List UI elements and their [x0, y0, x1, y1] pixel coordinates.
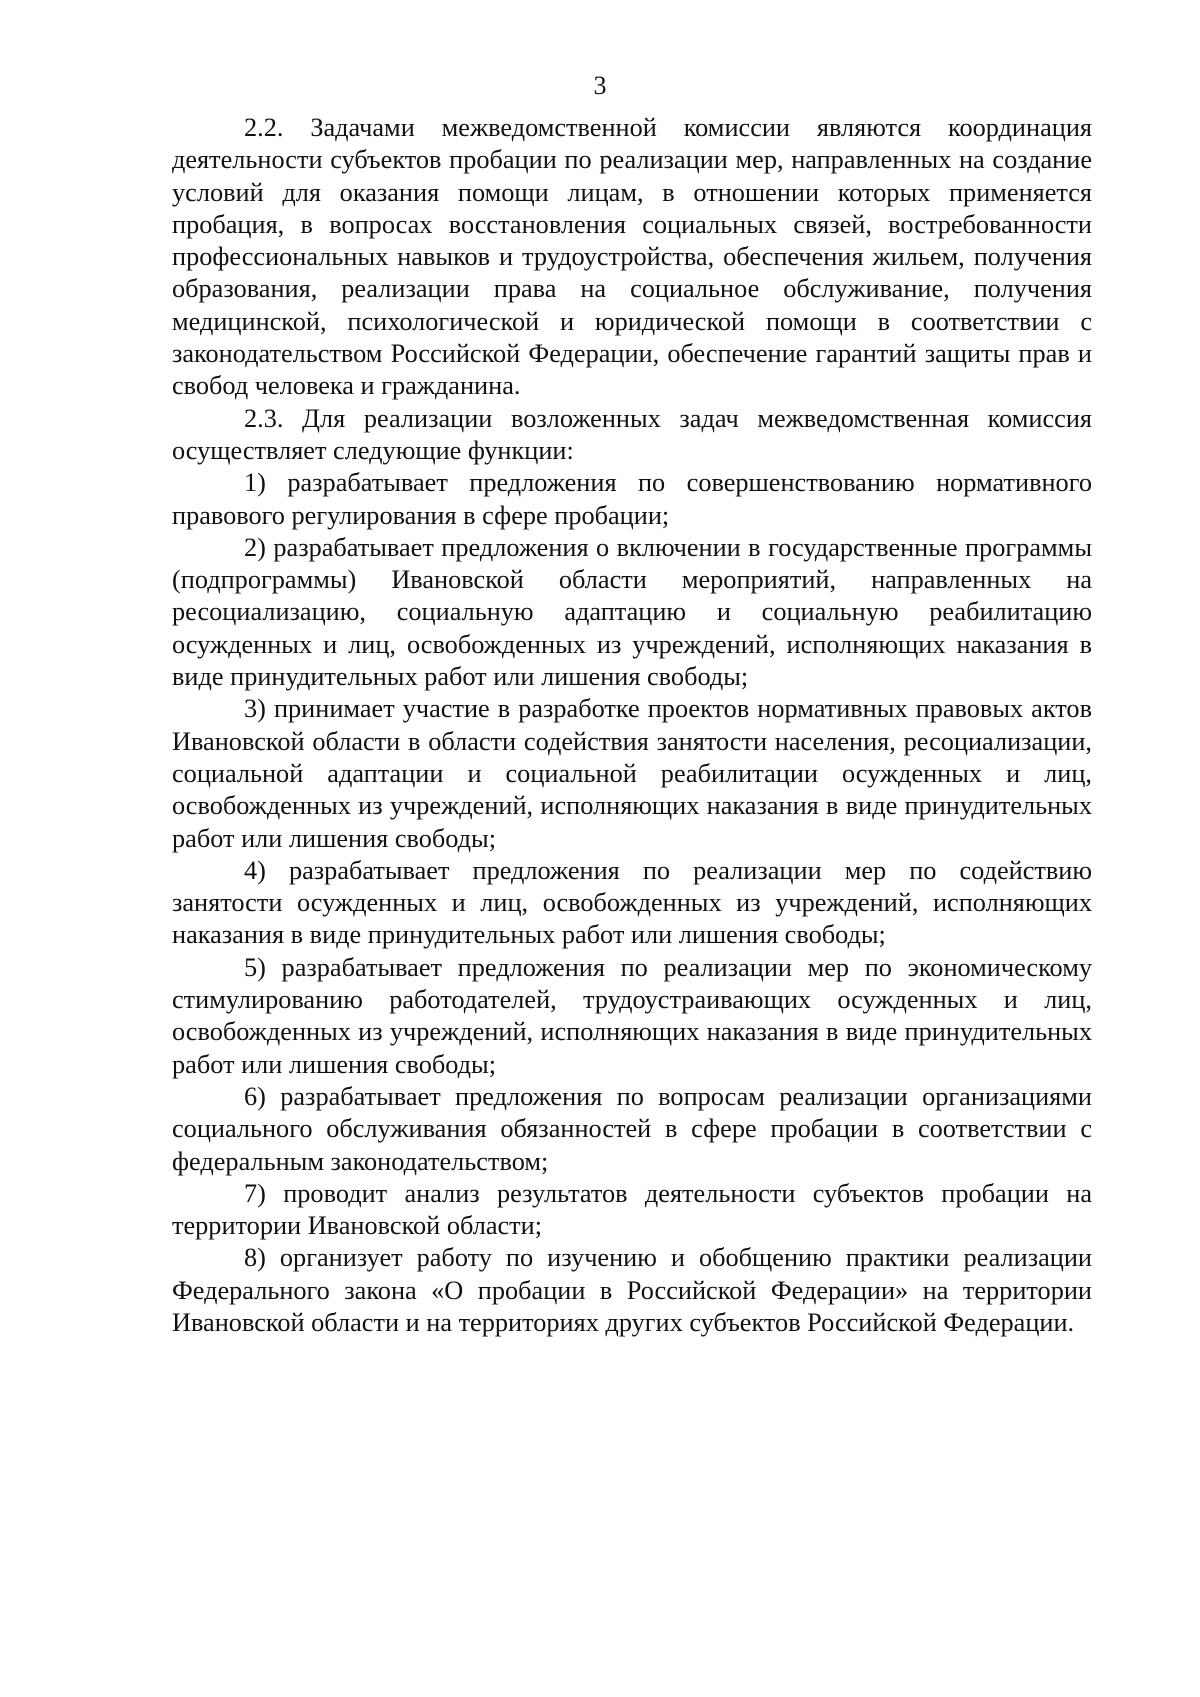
list-item-8: 8) организует работу по изучению и обобщению практики реализации Федерального закона «О пробации в Российской Федерации» на территории Ивановской области и на территориях других субъектов Российской Федерации.	[172, 1243, 1092, 1337]
list-item-4: 4) разрабатывает предложения по реализации мер по содействию занятости осужденных и лиц, освобожденных из учреждений, исполняющих наказания в виде принудительных работ или лишения свободы;	[172, 855, 1092, 950]
paragraph-2-3: 2.3. Для реализации возложенных задач межведомственная комиссия осуществляет следующие функции:	[172, 403, 1092, 465]
list-item-5: 5) разрабатывает предложения по реализации мер по экономическому стимулированию работодателей, трудоустраивающих осужденных и лиц, освобожденных из учреждений, исполняющих наказания в виде принудительных работ или лишения свободы;	[172, 952, 1092, 1079]
page-number: 3	[593, 71, 607, 100]
list-item-1: 1) разрабатывает предложения по совершенствованию нормативного правового регулирования в сфере пробации;	[172, 468, 1092, 530]
list-item-3: 3) принимает участие в разработке проектов нормативных правовых актов Ивановской области в области содействия занятости населения, ресоциализации, социальной адаптации и социальной реабилитации осужденных и лиц, освобожденных из учреждений, исполняющих наказания в виде принудительных работ или лишения свободы;	[172, 694, 1092, 853]
list-item-7: 7) проводит анализ результатов деятельности субъектов пробации на территории Ивановской области;	[172, 1178, 1092, 1241]
list-item-2: 2) разрабатывает предложения о включении в государственные программы (подпрограммы) Ивановской области мероприятий, направленных на ресоциализацию, социальную адаптацию и социальную реабилитацию осужденных и лиц, освобожденных из учреждений, исполняющих наказания в виде принудительных работ или лишения свободы;	[172, 532, 1092, 692]
paragraph-2-2: 2.2. Задачами межведомственной комиссии являются координация деятельности субъектов пробации по реализации мер, направленных на создание условий для оказания помощи лицам, в отношении которых применяется пробация, в вопросах восстановления социальных связей, востребованности профессиональных навыков и трудоустройства, обеспечения жильем, получения образования, реализации права на социальное обслуживание, получения медицинской, психологической и юридической помощи в соответствии с законодательством Российской Федерации, обеспечение гарантий защиты прав и свобод человека и гражданина.	[172, 113, 1092, 401]
document-body	[172, 112, 1092, 1339]
list-item-6: 6) разрабатывает предложения по вопросам реализации организациями социального обслуживания обязанностей в сфере пробации в соответствии с федеральным законодательством;	[172, 1081, 1092, 1176]
